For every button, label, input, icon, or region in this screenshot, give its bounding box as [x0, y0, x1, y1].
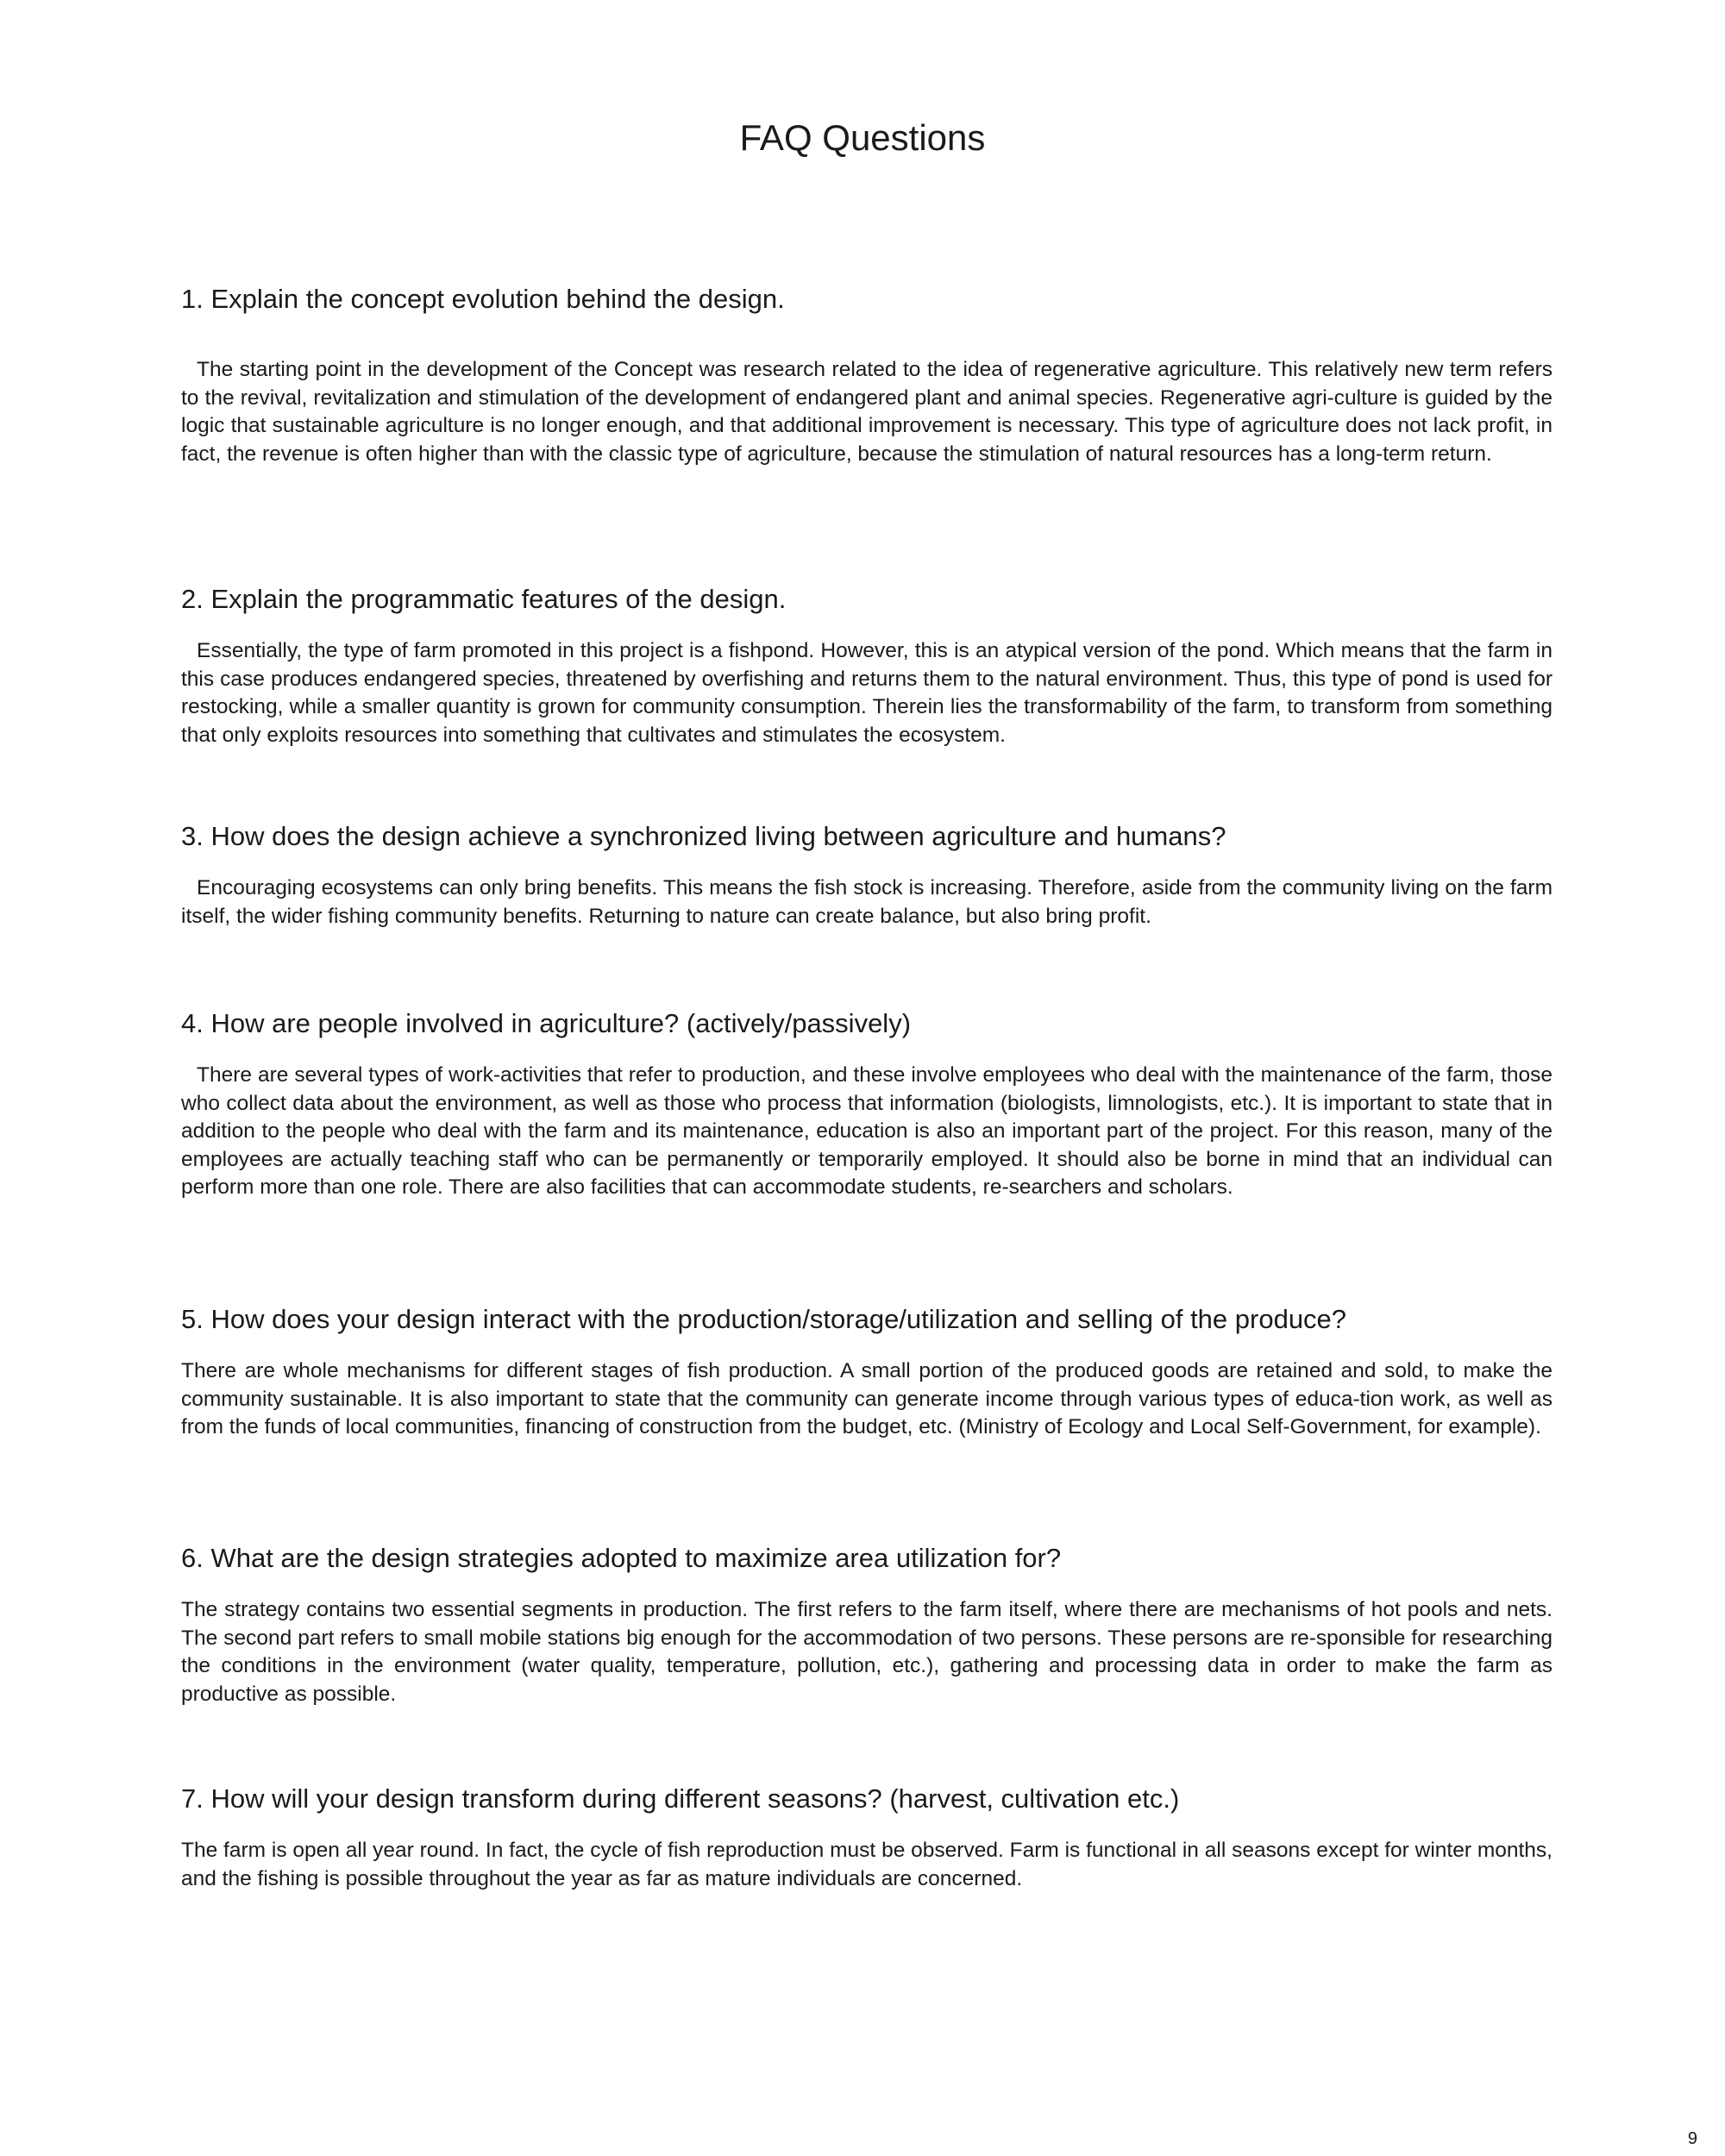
faq-item-2	[181, 580, 1552, 749]
faq-answer: There are several types of work-activities that refer to production, and these involve employees who deal with the maintenance of the farm, those who collect data about the environment, as well as those who process that information (biologists, limnologists, etc.). It is important to state that in addition to the people who deal with the farm and its maintenance, education is also an important part of the project. For this reason, many of the employees are actually teaching staff who can be permanently or temporarily employed. It should also be borne in mind that an individual can perform more than one role. There are also facilities that can accommodate students, re-searchers and scholars.	[181, 1063, 1552, 1199]
faq-question: 2. Explain the programmatic features of the design.	[181, 584, 787, 614]
faq-item-3	[181, 818, 1552, 931]
faq-answer: The starting point in the development of the Concept was research related to the idea of regenerative agriculture. This relatively new term refers to the revival, revitalization and stimulation of the development of endangered plant and animal species. Regenerative agri-culture is guided by the logic that sustainable agriculture is no longer enough, and that additional improvement is necessary. This type of agriculture does not lack profit, in fact, the revenue is often higher than with the classic type of agriculture, because the stimulation of natural resources has a long-term return.	[181, 358, 1552, 466]
faq-item-1	[181, 280, 1552, 468]
faq-question: 5. How does your design interact with the production/storage/utilization and selling of the produce?	[181, 1304, 1347, 1334]
faq-question: 4. How are people involved in agriculture? (actively/passively)	[181, 1008, 912, 1038]
faq-answer: The farm is open all year round. In fact, the cycle of fish reproduction must be observed. Farm is functional in all seasons except for winter months, and the fishing is possible throughout the year as far as mature individuals are concerned.	[181, 1839, 1552, 1890]
faq-item-4	[181, 1005, 1552, 1202]
faq-question: 7. How will your design transform during different seasons? (harvest, cultivation etc.)	[181, 1783, 1180, 1814]
faq-question: 3. How does the design achieve a synchronized living between agriculture and humans?	[181, 821, 1226, 851]
faq-answer: Essentially, the type of farm promoted in this project is a fishpond. However, this is an atypical version of the pond. Which means that the farm in this case produces endangered species, threatened by overfishing and returns them to the natural environment. Thus, this type of pond is used for restocking, while a smaller quantity is grown for community consumption. Therein lies the transformability of the farm, to transform from something that only exploits resources into something that cultivates and stimulates the ecosystem.	[181, 639, 1552, 747]
page-title: FAQ Questions	[739, 117, 986, 158]
faq-item-7	[181, 1780, 1552, 1893]
faq-question: 6. What are the design strategies adopted to maximize area utilization for?	[181, 1543, 1062, 1573]
faq-question: 1. Explain the concept evolution behind the design.	[181, 284, 785, 314]
faq-answer: The strategy contains two essential segments in production. The first refers to the farm itself, where there are mechanisms of hot pools and nets. The second part refers to small mobile stations big enough for the accommodation of two persons. These persons are re-sponsible for researching the conditions in the environment (water quality, temperature, pollution, etc.), gathering and processing data in order to make the farm as productive as possible.	[181, 1598, 1552, 1706]
faq-answer: Encouraging ecosystems can only bring benefits. This means the fish stock is increasing. Therefore, aside from the community living on the farm itself, the wider fishing community benefits. Returning to nature can create balance, but also bring profit.	[181, 876, 1552, 928]
page-number: 9	[1687, 2129, 1697, 2148]
faq-item-6	[181, 1539, 1552, 1708]
faq-item-5	[181, 1300, 1552, 1442]
faq-answer: There are whole mechanisms for different stages of fish production. A small portion of the produced goods are retained and sold, to make the community sustainable. It is also important to state that the community can generate income through various types of educa-tion work, as well as from the funds of local communities, financing of construction from the budget, etc. (Ministry of Ecology and Local Self-Government, for example).	[181, 1359, 1552, 1438]
